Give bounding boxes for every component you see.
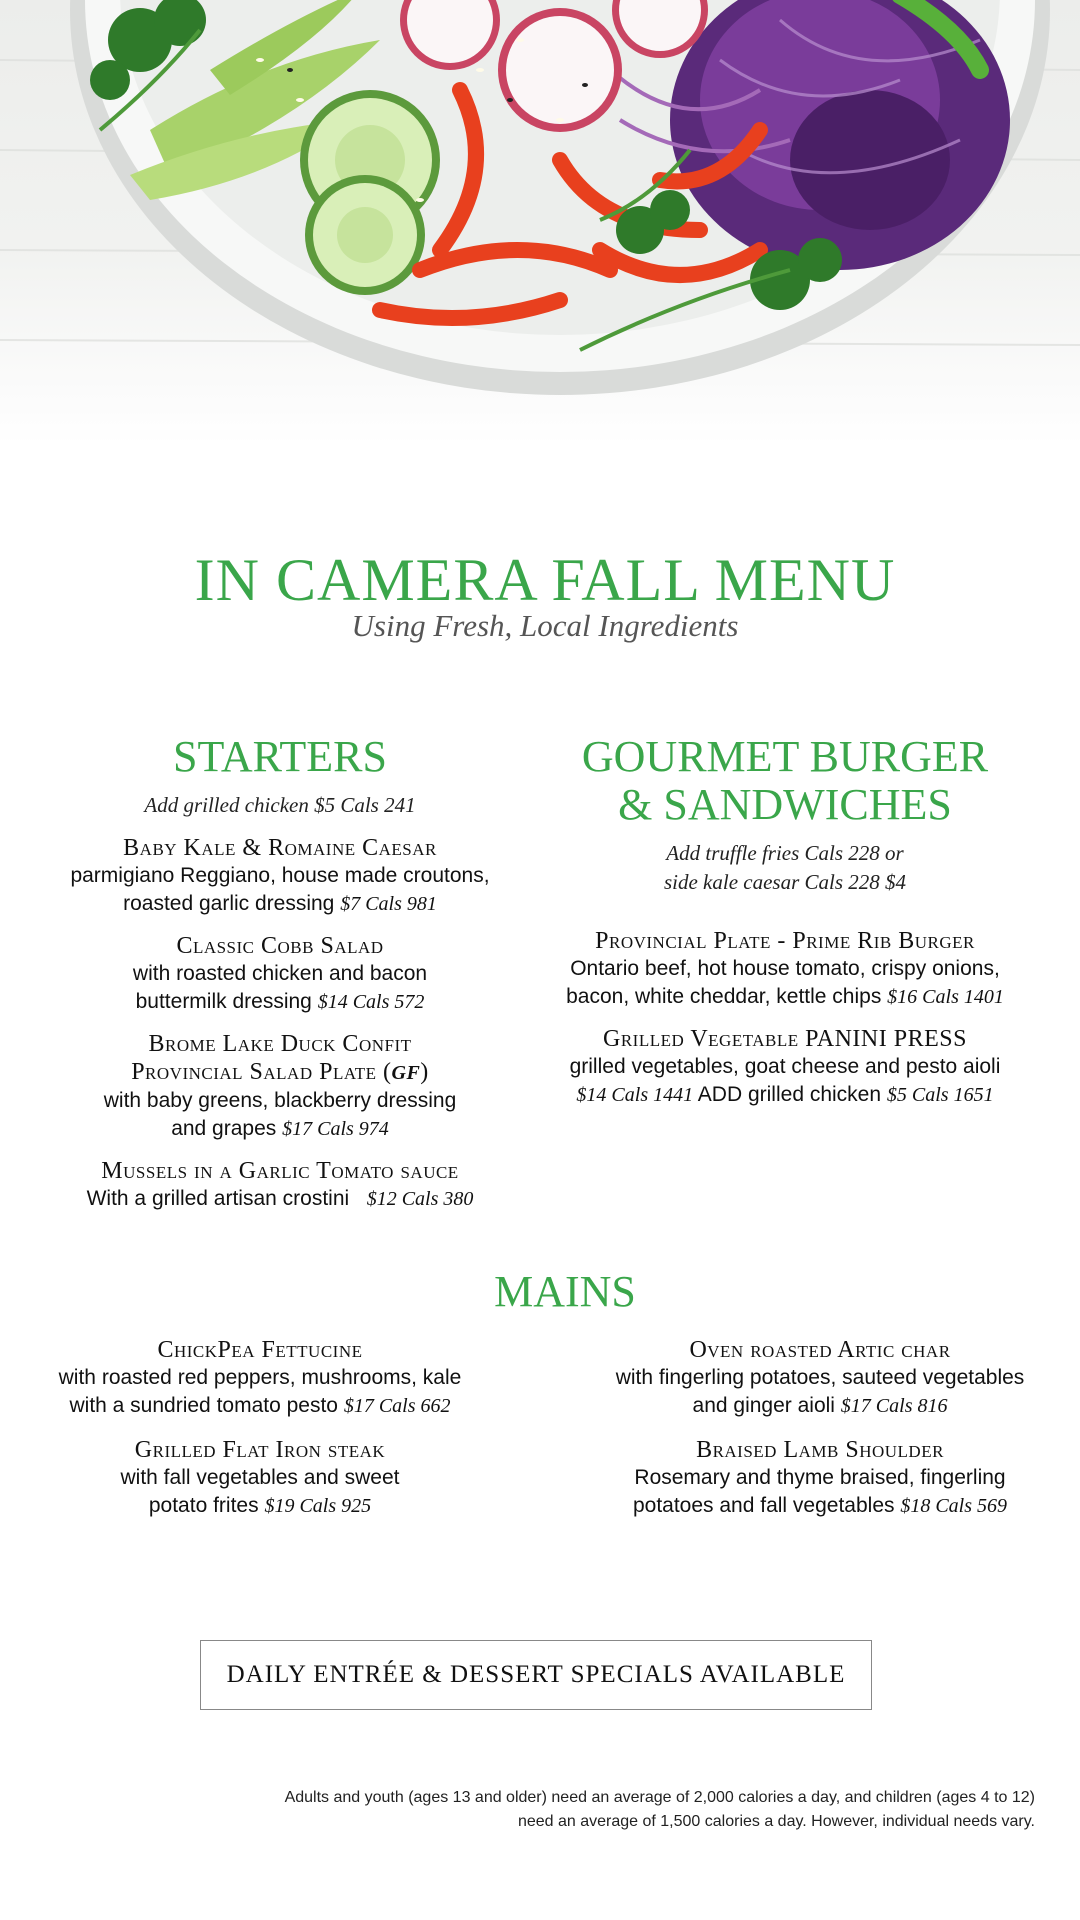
item-description: Rosemary and thyme braised, fingerling xyxy=(634,1466,1006,1489)
item-name: Provincial Salad Plate ( xyxy=(131,1059,392,1085)
item-description: with roasted red peppers, mushrooms, kale xyxy=(58,1366,462,1389)
item-price: $16 Cals 1401 xyxy=(887,986,1004,1008)
menu-item xyxy=(40,1030,520,1143)
item-price: $14 Cals 1441 xyxy=(576,1084,694,1106)
mains-heading: MAINS xyxy=(494,1267,636,1316)
item-name: Mussels in a Garlic Tomato sauce xyxy=(101,1158,459,1184)
item-description: and grapes xyxy=(171,1117,277,1140)
item-description: bacon, white cheddar, kettle chips xyxy=(566,985,882,1008)
item-description: grilled vegetables, goat cheese and pesto aioli xyxy=(569,1055,1001,1078)
menu-subtitle: Using Fresh, Local Ingredients xyxy=(351,608,739,643)
item-name: Grilled Flat Iron steak xyxy=(134,1437,386,1463)
burgers-note: Add truffle fries Cals 228 or xyxy=(666,841,904,865)
starters-section xyxy=(40,733,520,1227)
item-price: $14 Cals 572 xyxy=(317,991,425,1013)
menu-item xyxy=(570,1336,1070,1420)
item-name: ChickPea Fettucine xyxy=(157,1337,363,1363)
item-price: $17 Cals 816 xyxy=(840,1395,948,1417)
item-name: ) xyxy=(420,1059,429,1085)
mains-right-column xyxy=(570,1336,1070,1534)
disclaimer-line: need an average of 1,500 calories a day. However, individual needs vary. xyxy=(517,1813,1035,1830)
burgers-heading: GOURMET BURGER xyxy=(581,732,989,781)
item-price: $19 Cals 925 xyxy=(264,1495,372,1517)
item-price: $7 Cals 981 xyxy=(340,893,437,915)
item-description: with fingerling potatoes, sauteed vegetables xyxy=(615,1366,1025,1389)
item-description: roasted garlic dressing xyxy=(123,892,335,915)
menu-item xyxy=(570,1436,1070,1520)
item-name: Baby Kale & Romaine Caesar xyxy=(123,835,437,861)
menu-item xyxy=(40,932,520,1016)
disclaimer-line: Adults and youth (ages 13 and older) need an average of 2,000 calories a day, and children (ages 4 to 12) xyxy=(284,1789,1035,1806)
starters-note: Add grilled chicken $5 Cals 241 xyxy=(144,793,416,817)
item-name: Brome Lake Duck Confit xyxy=(148,1031,412,1057)
hero-salad-image xyxy=(0,0,1080,445)
item-description: and ginger aioli xyxy=(692,1394,835,1417)
menu-item xyxy=(40,1157,520,1213)
menu-item xyxy=(20,1436,500,1520)
specials-banner: DAILY ENTRÉE & DESSERT SPECIALS AVAILABLE xyxy=(200,1640,872,1710)
item-price: $18 Cals 569 xyxy=(900,1495,1008,1517)
burgers-section xyxy=(535,733,1035,1123)
item-name: Oven roasted Artic char xyxy=(689,1337,951,1363)
menu-item xyxy=(20,1336,500,1420)
item-price: $12 Cals 380 xyxy=(366,1188,474,1210)
item-name: Grilled Vegetable PANINI PRESS xyxy=(603,1026,967,1052)
mains-left-column xyxy=(20,1336,500,1534)
menu-item xyxy=(535,1025,1035,1109)
item-description: potatoes and fall vegetables xyxy=(632,1494,895,1517)
item-name: Classic Cobb Salad xyxy=(176,933,384,959)
item-description: Ontario beef, hot house tomato, crispy onions, xyxy=(570,957,1000,980)
item-description: potato frites xyxy=(148,1494,259,1517)
item-price: $17 Cals 662 xyxy=(343,1395,451,1417)
item-addon: ADD grilled chicken xyxy=(697,1083,882,1106)
item-price: $17 Cals 974 xyxy=(282,1118,389,1140)
starters-heading: STARTERS xyxy=(173,732,387,781)
menu-item xyxy=(535,927,1035,1011)
item-description: with a sundried tomato pesto xyxy=(69,1394,338,1417)
menu-title: IN CAMERA FALL MENU xyxy=(194,547,896,613)
menu-item xyxy=(40,834,520,918)
item-description: parmigiano Reggiano, house made croutons, xyxy=(70,864,490,887)
burgers-note: side kale caesar Cals 228 $4 xyxy=(663,870,907,894)
salad-plate-illustration xyxy=(0,0,1080,445)
item-description: buttermilk dressing xyxy=(135,990,312,1013)
item-description: with fall vegetables and sweet xyxy=(120,1466,400,1489)
item-price: $5 Cals 1651 xyxy=(886,1084,994,1106)
item-name: Provincial Plate - Prime Rib Burger xyxy=(595,928,975,954)
gluten-free-badge: GF xyxy=(391,1062,421,1084)
item-description: with baby greens, blackberry dressing xyxy=(103,1089,457,1112)
item-description: With a grilled artisan crostini xyxy=(86,1187,350,1210)
calorie-disclaimer xyxy=(235,1786,1035,1834)
item-name: Braised Lamb Shoulder xyxy=(696,1437,944,1463)
burgers-heading: & SANDWICHES xyxy=(618,780,952,829)
item-description: with roasted chicken and bacon xyxy=(132,962,428,985)
